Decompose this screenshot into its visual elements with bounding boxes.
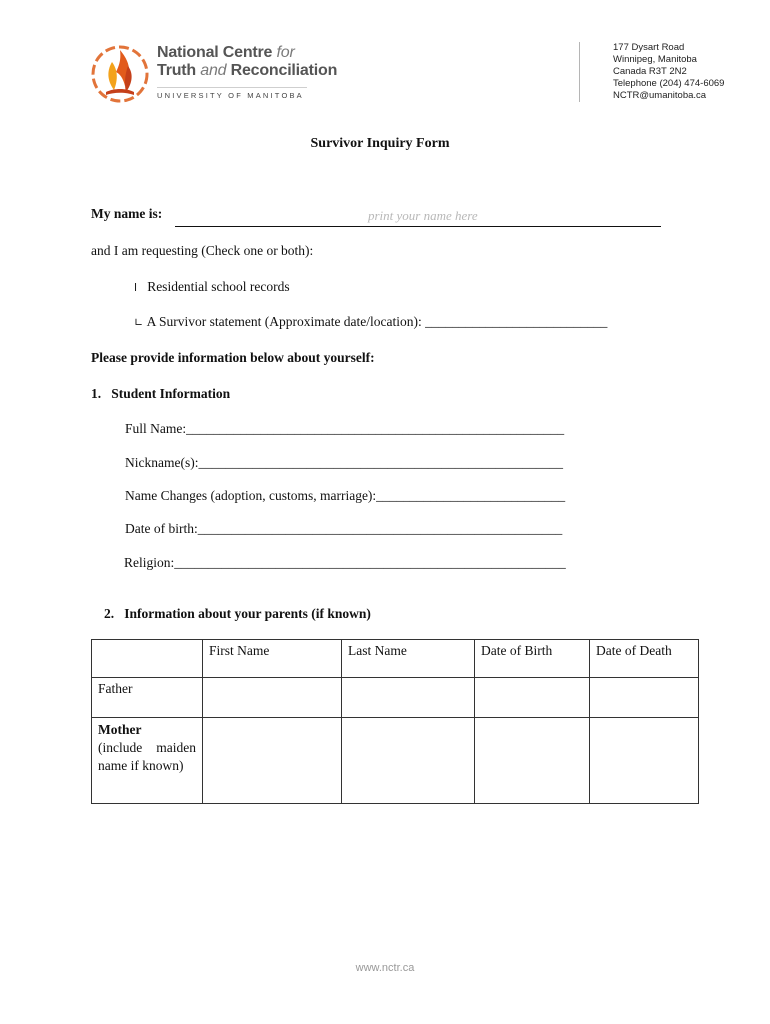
option-statement[interactable]: ∟ A Survivor statement (Approximate date/location): ___________________________ xyxy=(134,314,608,329)
table-cell[interactable] xyxy=(342,678,475,718)
table-cell[interactable] xyxy=(203,718,342,804)
field-nicknames[interactable]: Nickname(s):______________________________________________________ xyxy=(125,455,563,470)
option-records[interactable]: l Residential school records xyxy=(134,279,290,294)
address-line: Telephone (204) 474-6069 xyxy=(613,78,725,89)
field-religion[interactable]: Religion:__________________________________________________________ xyxy=(124,555,566,570)
table-header-last-name: Last Name xyxy=(342,640,475,678)
table-header-first-name: First Name xyxy=(203,640,342,678)
provide-heading: Please provide information below about yourself: xyxy=(91,350,375,365)
address-line: Canada R3T 2N2 xyxy=(613,66,687,77)
form-title: Survivor Inquiry Form xyxy=(310,136,450,151)
parents-table xyxy=(91,639,699,804)
table-header-empty xyxy=(92,640,203,678)
table-row xyxy=(92,718,699,804)
address-block xyxy=(613,42,724,102)
table-header-date-of-birth: Date of Birth xyxy=(475,640,590,678)
nctr-logo-icon xyxy=(90,42,150,104)
row-label-mother xyxy=(92,718,203,804)
table-header-date-of-death: Date of Death xyxy=(590,640,699,678)
mother-label: Mother xyxy=(98,722,142,737)
address-line: Winnipeg, Manitoba xyxy=(613,54,697,65)
table-header-row xyxy=(92,640,699,678)
table-cell[interactable] xyxy=(475,718,590,804)
table-cell[interactable] xyxy=(590,718,699,804)
table-cell[interactable] xyxy=(342,718,475,804)
header-divider xyxy=(579,42,580,102)
footer-website: www.nctr.ca xyxy=(355,962,415,974)
name-input[interactable] xyxy=(175,208,661,227)
name-label: My name is: xyxy=(91,206,163,221)
address-email: NCTR@umanitoba.ca xyxy=(613,90,707,101)
table-cell[interactable] xyxy=(203,678,342,718)
address-line: 177 Dysart Road xyxy=(613,42,685,53)
field-full-name[interactable]: Full Name:________________________________________________________ xyxy=(125,421,565,436)
university-name: UNIVERSITY OF MANITOBA xyxy=(157,87,307,100)
organization-name: National Centre for Truth and Reconciliation xyxy=(157,44,338,79)
name-placeholder: print your name here xyxy=(368,208,478,223)
mother-note: (include maiden name if known) xyxy=(98,740,196,773)
field-date-of-birth[interactable]: Date of birth:______________________________________________________ xyxy=(125,521,563,536)
requesting-text: and I am requesting (Check one or both): xyxy=(91,243,314,258)
checkbox-icon[interactable]: ∟ xyxy=(134,316,144,329)
section-student-info: 1. Student Information xyxy=(91,386,231,401)
table-cell[interactable] xyxy=(590,678,699,718)
table-cell[interactable] xyxy=(475,678,590,718)
checkbox-icon[interactable]: l xyxy=(134,281,138,294)
section-parents-info: 2. Information about your parents (if known) xyxy=(104,606,371,621)
table-row xyxy=(92,678,699,718)
row-label-father: Father xyxy=(92,678,203,718)
field-name-changes[interactable]: Name Changes (adoption, customs, marriage):____________________________ xyxy=(125,488,566,503)
